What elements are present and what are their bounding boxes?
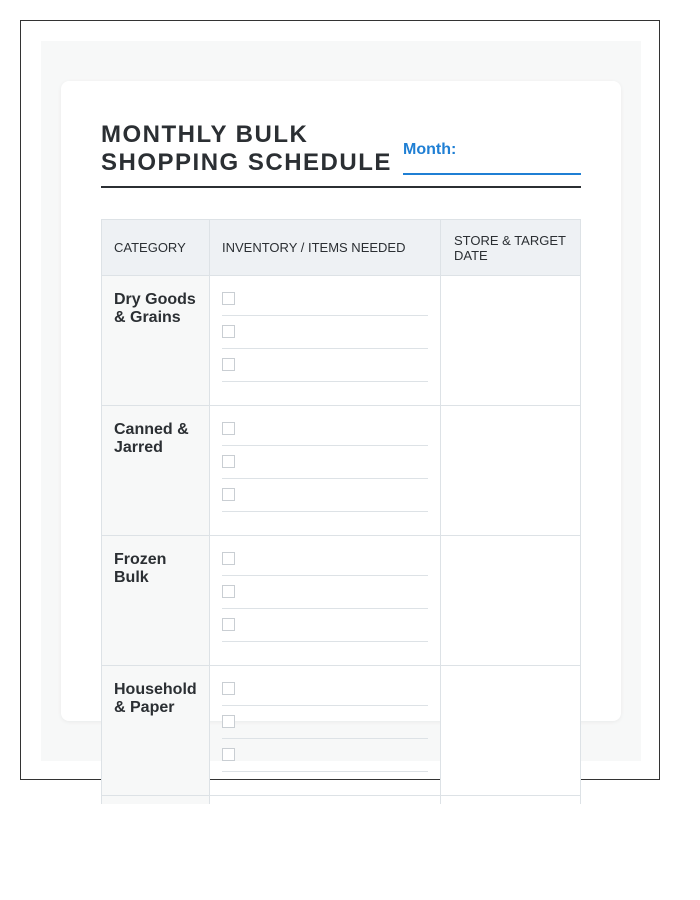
category-label: Dry Goods & Grains: [102, 276, 210, 406]
column-header-category: CATEGORY: [102, 220, 210, 276]
list-item[interactable]: [222, 536, 428, 576]
month-input-line[interactable]: [403, 173, 581, 175]
list-item[interactable]: [222, 479, 428, 512]
category-label: Frozen Bulk: [102, 536, 210, 666]
list-item[interactable]: [222, 666, 428, 706]
list-item[interactable]: [222, 706, 428, 739]
list-item[interactable]: [222, 316, 428, 349]
store-date-cell[interactable]: [441, 406, 581, 536]
checkbox[interactable]: [222, 748, 235, 761]
list-item[interactable]: [222, 609, 428, 642]
title-line-2: SHOPPING SCHEDULE: [101, 149, 392, 176]
list-item[interactable]: [222, 576, 428, 609]
table-row: [102, 666, 581, 796]
checkbox[interactable]: [222, 325, 235, 338]
items-cell: [210, 666, 441, 796]
category-label: Household & Paper: [102, 666, 210, 796]
table-row-partial: [102, 796, 581, 804]
items-cell: [210, 276, 441, 406]
checkbox[interactable]: [222, 715, 235, 728]
category-label: Canned & Jarred: [102, 406, 210, 536]
schedule-table: [101, 219, 581, 804]
checkbox[interactable]: [222, 585, 235, 598]
checkbox[interactable]: [222, 455, 235, 468]
list-item[interactable]: [222, 739, 428, 772]
checkbox[interactable]: [222, 488, 235, 501]
column-header-store-date: STORE & TARGET DATE: [441, 220, 581, 276]
checkbox[interactable]: [222, 618, 235, 631]
title-divider: [101, 186, 581, 188]
checkbox[interactable]: [222, 358, 235, 371]
table-row: [102, 276, 581, 406]
checkbox[interactable]: [222, 552, 235, 565]
checkbox[interactable]: [222, 682, 235, 695]
list-item[interactable]: [222, 406, 428, 446]
checkbox[interactable]: [222, 422, 235, 435]
store-date-cell[interactable]: [441, 666, 581, 796]
title-line-1: MONTHLY BULK: [101, 121, 309, 148]
month-label: Month:: [403, 141, 457, 158]
store-date-cell: [441, 796, 581, 804]
column-header-items: INVENTORY / ITEMS NEEDED: [210, 220, 441, 276]
items-cell: [210, 796, 441, 804]
store-date-cell[interactable]: [441, 276, 581, 406]
page-title: [101, 121, 401, 177]
items-cell: [210, 536, 441, 666]
list-item[interactable]: [222, 349, 428, 382]
table-header-row: [102, 220, 581, 276]
table-row: [102, 536, 581, 666]
checkbox[interactable]: [222, 292, 235, 305]
list-item[interactable]: [222, 446, 428, 479]
items-cell: [210, 406, 441, 536]
table-row: [102, 406, 581, 536]
category-label: [102, 796, 210, 804]
store-date-cell[interactable]: [441, 536, 581, 666]
list-item[interactable]: [222, 276, 428, 316]
